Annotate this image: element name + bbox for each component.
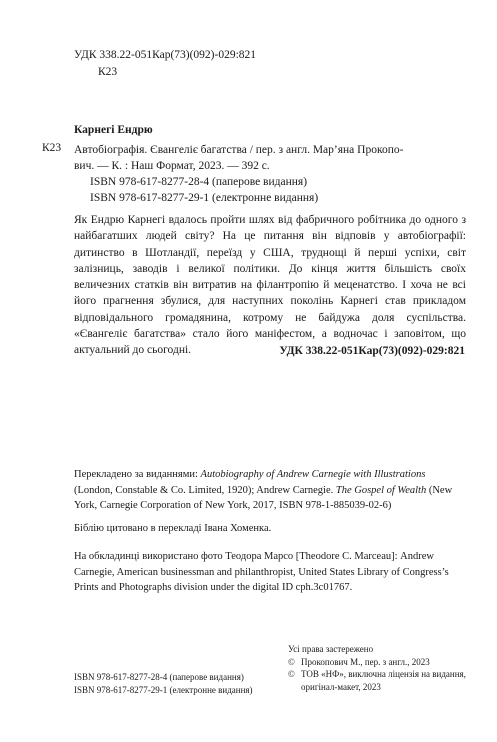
bible-translation-note: Біблію цитовано в перекладі Івана Хоменка. (74, 523, 272, 534)
entry-line-2: вич. — К. : Наш Формат, 2023. — 392 с. (74, 160, 270, 172)
isbn-bottom-paper: ISBN 978-617-8277-28-4 (паперове видання) (74, 672, 244, 682)
bbk-code-top: К23 (98, 66, 118, 78)
udk-code-right: УДК 338.22-051Кар(73)(092)-029:821 (279, 345, 465, 357)
isbn-paper: ISBN 978-617-8277-28-4 (паперове видання) (90, 176, 308, 188)
copyright-symbol-icon: © (288, 656, 295, 667)
author-mark-code: К23 (42, 142, 62, 154)
copyright-line-1: © Прокопович М., пер. з англ., 2023 (288, 656, 430, 667)
translation-source-note (74, 467, 466, 514)
copyright-symbol-icon: © (288, 669, 295, 679)
translation-prefix: Перекладено за виданнями: (74, 469, 201, 480)
udk-code-top: УДК 338.22-051Кар(73)(092)-029:821 (74, 49, 257, 61)
rights-reserved: Усі права застережено (288, 644, 374, 654)
copyright-line-3: оригінал-макет, 2023 (301, 681, 381, 692)
copyright-block (288, 643, 466, 693)
translation-rest-2: (New York, Carnegie Corporation of New York, 2017, ISBN 978-1-885039-02-6) (74, 484, 453, 511)
copyright-line-2: © ТОВ «НФ», виключна ліцензія на видання, (288, 669, 466, 679)
bibliographic-entry (74, 142, 466, 174)
isbn-bottom-block (74, 671, 253, 696)
translation-title-1: Autobiography of Andrew Carnegie with Illustrations (200, 469, 426, 480)
entry-line-1: Автобіографія. Євангеліє багатства / пер. з англ. Мар’яна Прокопо- (74, 144, 404, 156)
isbn-bottom-electronic: ISBN 978-617-8277-29-1 (електронне видання) (74, 684, 253, 695)
translation-title-2: The Gospel of Wealth (335, 484, 427, 496)
author-name: Карнегі Ендрю (74, 124, 153, 136)
translation-rest-1: (London, Constable & Co. Limited, 1920); Andrew Carnegie. (74, 484, 336, 496)
book-abstract: Як Ендрю Карнегі вдалось пройти шлях від фабричного робітника до одного з найбагатших людей світу? На це питання він відповів у автобіографії: дитинство в Шотландії, переїзд у США, труднощі й перші успіхи, світ залізниць, заводів і великої політики. До кінця життя більшість своїх величезних статків він витратив на філантропію й меценатство. І хоча не всі його прагнення збулися, для наступних поколінь Карнегі став прикладом відповідального громадянина, котрому не байдужа доля суспільства. «Євангеліє багатства» стало його маніфестом, а водночас і заповітом, що актуальний до сьогодні. (74, 214, 466, 357)
cover-photo-note: На обкладинці використано фото Теодора Марсо [Theodore C. Marceau]: Andrew Carnegie, American businessman and philanthropist, United States Library of Congress’s Prints and Photographs division under the digital ID cph.3c01767. (74, 551, 449, 593)
isbn-electronic: ISBN 978-617-8277-29-1 (електронне видання) (90, 192, 319, 204)
isbn-block (90, 174, 318, 206)
